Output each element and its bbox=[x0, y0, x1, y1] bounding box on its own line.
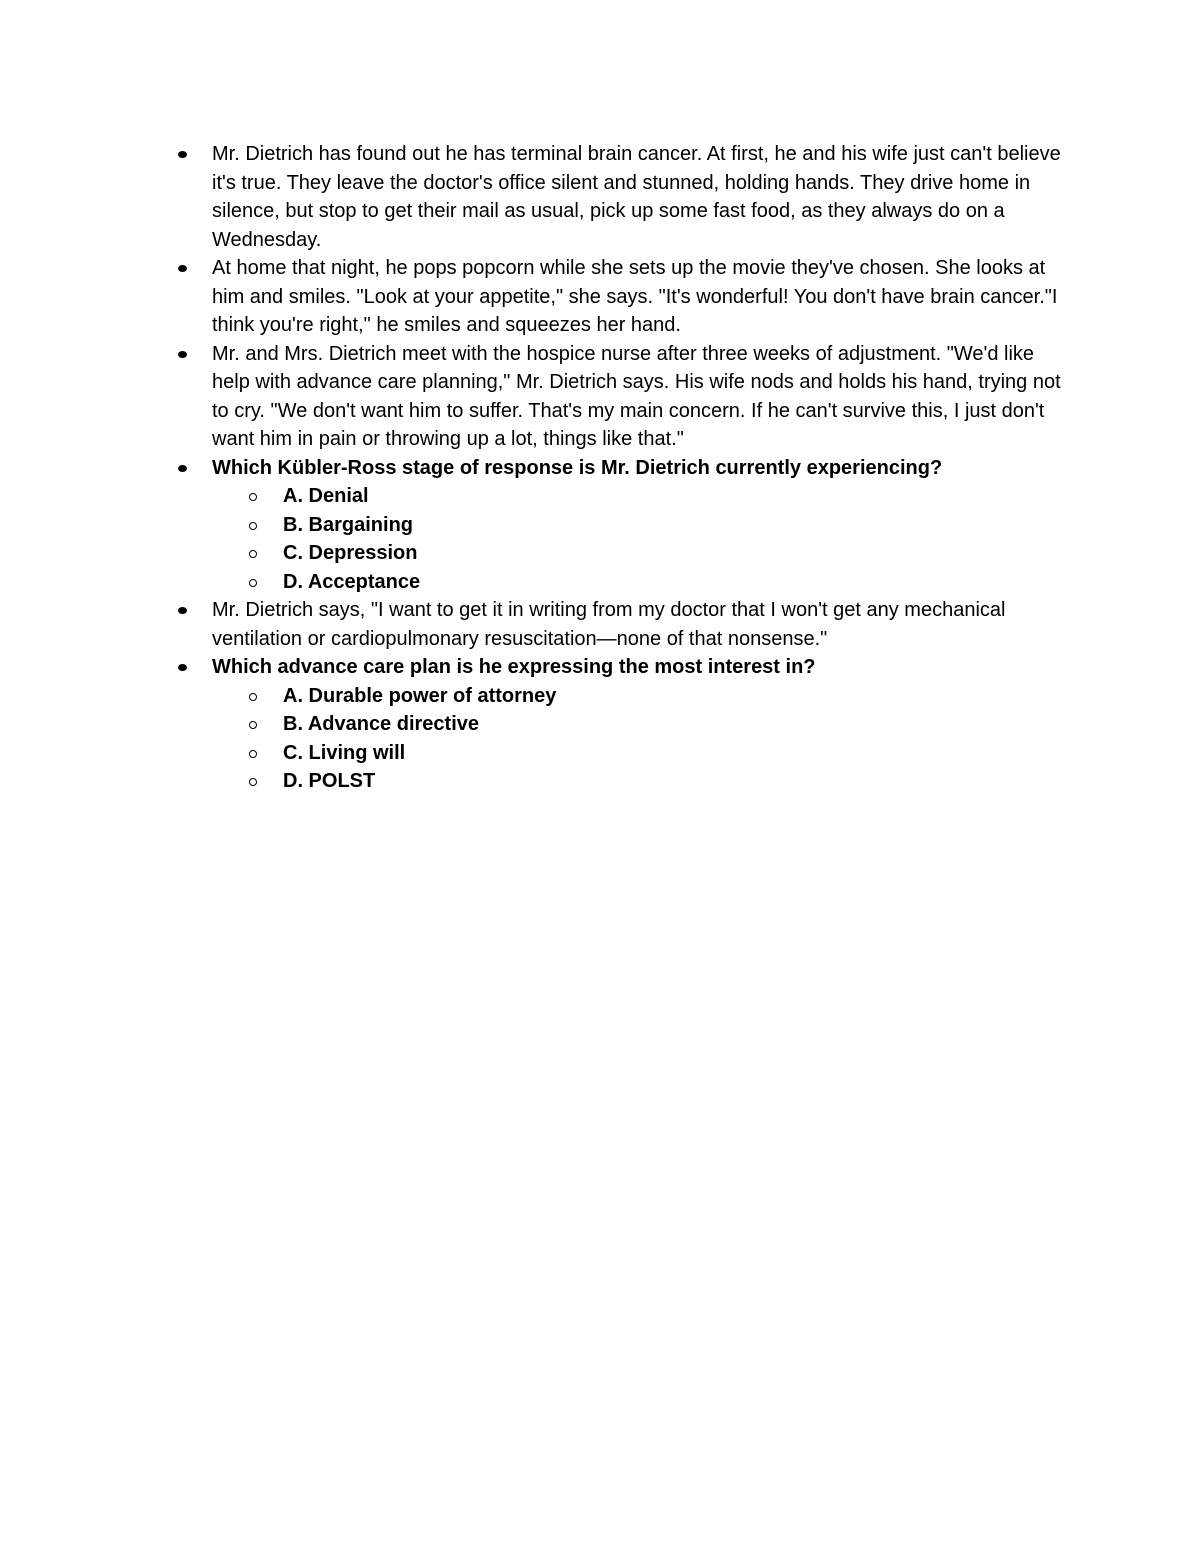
option-list bbox=[0, 482, 1200, 596]
option-item bbox=[0, 539, 1200, 568]
paragraph-diagnosis: Mr. Dietrich has found out he has terminal brain cancer. At first, he and his wife just can't believe it's true. They leave the doctor's office silent and stunned, holding hands. They drive home in silence, but stop to get their mail as usual, pick up some fast food, as they always do on a Wednesday. bbox=[212, 143, 1061, 251]
paragraph-in-writing: Mr. Dietrich says, "I want to get it in writing from my doctor that I won't get any mechanical ventilation or cardiopulmonary resuscitation—none of that nonsense." bbox=[212, 599, 1006, 650]
list-item bbox=[0, 454, 1072, 483]
option-item bbox=[0, 568, 1200, 597]
question-2-prompt: Which advance care plan is he expressing the most interest in? bbox=[212, 656, 816, 678]
hollow-circle-icon bbox=[249, 522, 257, 530]
option-item bbox=[0, 682, 1200, 711]
option-item bbox=[0, 739, 1200, 768]
option-label: A. Durable power of attorney bbox=[283, 684, 557, 707]
hollow-circle-icon bbox=[249, 721, 257, 729]
option-label: D. Acceptance bbox=[283, 570, 421, 593]
bullet-dot-icon bbox=[178, 607, 187, 614]
option-item bbox=[0, 767, 1200, 796]
paragraph-home-night: At home that night, he pops popcorn while she sets up the movie they've chosen. She looks at him and smiles. "Look at your appetite," she says. "It's wonderful! You don't have brain cancer."I think you're right," he smiles and squeezes her hand. bbox=[212, 257, 1058, 336]
list-item bbox=[0, 653, 1072, 682]
hollow-circle-icon bbox=[249, 493, 257, 501]
list-item bbox=[0, 340, 1072, 454]
question-2-options bbox=[0, 682, 1200, 796]
option-label: B. Bargaining bbox=[283, 513, 414, 536]
hollow-circle-icon bbox=[249, 778, 257, 786]
question-1-options bbox=[0, 482, 1200, 596]
bullet-dot-icon bbox=[178, 151, 187, 158]
list-item bbox=[0, 596, 1072, 653]
option-item bbox=[0, 710, 1200, 739]
hollow-circle-icon bbox=[249, 579, 257, 587]
option-label: C. Depression bbox=[283, 542, 418, 564]
document-content bbox=[0, 140, 1200, 796]
option-list bbox=[0, 682, 1200, 796]
bullet-list bbox=[0, 140, 1200, 796]
question-1-prompt: Which Kübler-Ross stage of response is Mr. Dietrich currently experiencing? bbox=[212, 456, 943, 479]
hollow-circle-icon bbox=[249, 750, 257, 758]
option-label: A. Denial bbox=[283, 485, 369, 507]
option-label: B. Advance directive bbox=[283, 713, 480, 735]
list-item bbox=[0, 254, 1072, 340]
option-label: C. Living will bbox=[283, 741, 406, 764]
option-item bbox=[0, 511, 1200, 540]
option-item bbox=[0, 482, 1200, 511]
hollow-circle-icon bbox=[249, 693, 257, 701]
paragraph-hospice: Mr. and Mrs. Dietrich meet with the hospice nurse after three weeks of adjustment. "We'd like help with advance care planning," Mr. Dietrich says. His wife nods and holds his hand, trying not to cry. "We don't want him to suffer. That's my main concern. If he can't survive this, I just don't want him in pain or throwing up a lot, things like that." bbox=[212, 342, 1061, 450]
bullet-dot-icon bbox=[178, 351, 187, 358]
bullet-dot-icon bbox=[178, 265, 187, 272]
list-item bbox=[0, 140, 1072, 254]
bullet-dot-icon bbox=[178, 664, 187, 671]
option-label: D. POLST bbox=[283, 770, 376, 792]
hollow-circle-icon bbox=[249, 550, 257, 558]
bullet-dot-icon bbox=[178, 465, 187, 472]
